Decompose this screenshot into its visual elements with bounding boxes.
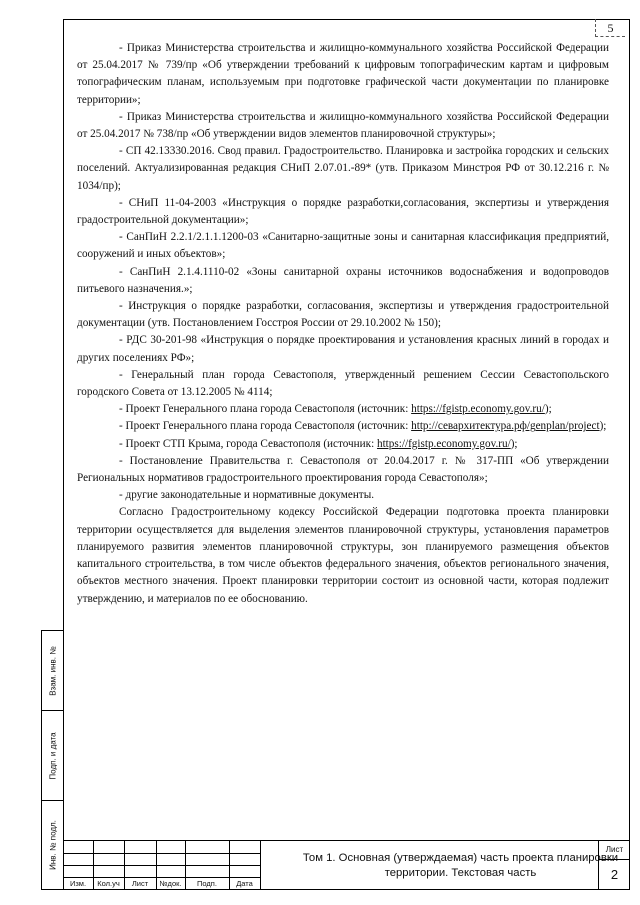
side-stamp-cell	[42, 631, 63, 711]
side-stamp-label: Взам. инв. №	[48, 645, 57, 696]
link-suffix: );	[599, 420, 607, 433]
link-suffix: );	[510, 437, 518, 450]
paragraph: - Инструкция о порядке разработки, согласования, экспертизы и утверждения градостроительной документации (утв. Постановлением Госстроя России от 29.10.2002 № 150);	[77, 300, 609, 330]
source-link[interactable]: https://fgistp.economy.gov.ru/	[376, 437, 511, 450]
document-title: Том 1. Основная (утверждаемая) часть проекта планировки территории. Текстовая часть	[260, 841, 640, 890]
paragraph: - Генеральный план города Севастополя, утвержденный решением Сессии Севастопольского городского Совета от 13.12.2005 № 4114;	[77, 368, 609, 399]
sheet-number: 2	[610, 867, 619, 882]
column-label: №док.	[159, 879, 182, 888]
paragraph-with-link	[77, 401, 609, 418]
source-link[interactable]: https://fgistp.economy.gov.ru/	[411, 403, 545, 416]
side-stamp-label: Подп. и дата	[48, 731, 57, 780]
column-label: Дата	[236, 879, 253, 888]
sheet-label: Лист	[599, 841, 630, 860]
paragraph: - СанПиН 2.2.1/2.1.1.1200-03 «Санитарно-защитные зоны и санитарная классификация предприятий, сооружений и иных объектов»;	[77, 231, 609, 261]
sheet-cell	[598, 841, 630, 890]
paragraph: - Приказ Министерства строительства и жилищно-коммунального хозяйства Российской Федерации от 25.04.2017 № 739/пр «Об утверждении требований к цифровым топографическим картам и цифровым топографическим планам, используемым при подготовке графической части документации по планировке территории»;	[77, 42, 609, 106]
paragraph: Согласно Градостроительному кодексу Российской Федерации подготовка проекта планировки территории осуществляется для выделения элементов планировочной структуры, установления параметров планируемого развития элементов планировочной структуры, зон планируемого размещения объектов капитального строительства, в том числе объектов федерального значения, объектов регионального значения, объектов местного значения. Проект планировки территории состоит из основной части, которая подлежит утверждению, и материалов по ее обоснованию.	[77, 506, 609, 605]
title-block	[63, 840, 630, 890]
paragraph-with-link	[77, 436, 609, 453]
column-label: Подп.	[197, 879, 217, 888]
side-stamp-cell	[42, 711, 63, 801]
paragraph: - РДС 30-201-98 «Инструкция о порядке проектирования и установления красных линий в городах и других поселениях РФ»;	[77, 334, 609, 364]
link-prefix: - Проект Генерального плана города Севастополя (источник:	[119, 420, 412, 433]
paragraph-with-link	[77, 418, 609, 435]
document-body	[77, 40, 609, 608]
link-prefix: - Проект Генерального плана города Севастополя (источник:	[119, 403, 412, 416]
page-number: 5	[595, 19, 625, 37]
column-label: Кол.уч	[97, 879, 120, 888]
link-prefix: - Проект СТП Крыма, города Севастополя (источник:	[119, 437, 377, 450]
side-stamp	[41, 630, 63, 890]
side-stamp-label: Инв. № подл.	[48, 820, 57, 870]
paragraph: - СанПиН 2.1.4.1110-02 «Зоны санитарной охраны источников водоснабжения и водопроводов питьевого назначения.»;	[77, 265, 609, 295]
column-label: Изм.	[69, 879, 87, 888]
column-label: Лист	[131, 879, 149, 888]
paragraph: - СНиП 11-04-2003 «Инструкция о порядке разработки,согласования, экспертизы и утверждения градостроительной документации»;	[77, 196, 609, 227]
side-stamp-cell	[42, 801, 63, 889]
paragraph: - Постановление Правительства г. Севастополя от 20.04.2017 г. № 317-ПП «Об утверждении Региональных нормативов градостроительного проектирования города Севастополя»;	[77, 454, 609, 485]
revision-grid	[63, 841, 260, 890]
link-suffix: );	[544, 403, 552, 416]
paragraph: - другие законодательные и нормативные документы.	[119, 489, 375, 502]
paragraph: - Приказ Министерства строительства и жилищно-коммунального хозяйства Российской Федерации от 25.04.2017 № 738/пр «Об утверждении видов элементов планировочной структуры»;	[77, 110, 609, 141]
source-link[interactable]: http://севархитектура.рф/genplan/project	[411, 420, 600, 433]
paragraph: - СП 42.13330.2016. Свод правил. Градостроительство. Планировка и застройка городских и сельских поселений. Актуализированная редакция СНиП 2.07.01.-89* (утв. Приказом Минстроя РФ от 30.12.216 г. № 1034/пр);	[77, 145, 609, 192]
